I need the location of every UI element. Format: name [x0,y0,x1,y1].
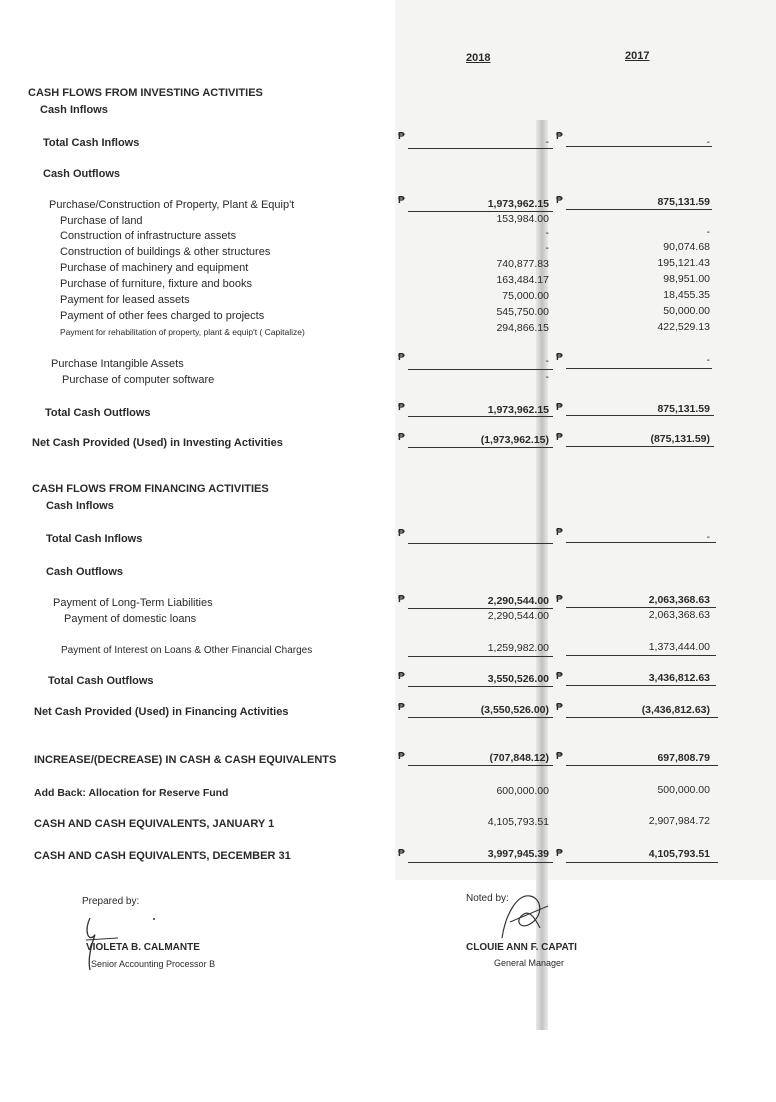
underline [408,416,553,417]
financing-net-2018: (3,550,526.00) [480,704,549,716]
financing-total-outflows-2018: 3,550,526.00 [487,673,549,685]
signature-clouie [490,884,560,944]
peso-sign: ₱ [398,848,405,859]
peso-sign: ₱ [398,432,405,443]
software-2018: - [545,371,549,383]
intangible-2017: - [706,354,710,366]
item-2018: 163,484.17 [496,274,549,286]
ppe-label: Purchase/Construction of Property, Plant & Equip't [49,199,295,211]
underline [408,765,553,766]
financing-net-label: Net Cash Provided (Used) in Financing Activities [34,706,289,718]
peso-sign: ₱ [556,352,563,363]
intangible-label: Purchase Intangible Assets [51,358,184,370]
dec31-2017: 4,105,793.51 [648,848,710,860]
investing-net-2017: (875,131.59) [650,433,710,445]
investing-title: CASH FLOWS FROM INVESTING ACTIVITIES [28,87,263,99]
underline [566,209,712,210]
peso-sign: ₱ [398,195,405,206]
investing-total-outflows-2017: 875,131.59 [657,403,710,415]
financing-total-inflows-2017: - [706,531,710,543]
underline [566,368,712,369]
noted-name: CLOUIE ANN F. CAPATI [466,942,577,953]
lt-liabilities-label: Payment of Long-Term Liabilities [53,597,213,609]
noted-title: General Manager [494,958,565,968]
prepared-title: Senior Accounting Processor B [91,959,216,969]
underline [408,862,553,863]
item-2018: - [545,242,549,254]
peso-sign: ₱ [556,432,563,443]
underline [408,608,553,609]
investing-inflows-label: Cash Inflows [40,104,108,116]
peso-sign: ₱ [556,751,563,762]
financing-outflows-label: Cash Outflows [46,566,124,578]
interest-2018: 1,259,982.00 [487,642,549,654]
investing-outflows-label: Cash Outflows [43,168,121,180]
peso-sign: ₱ [556,671,563,682]
peso-sign: ₱ [556,848,563,859]
investing-net-label: Net Cash Provided (Used) in Investing Activities [32,437,283,449]
peso-sign: ₱ [556,527,563,538]
underline [566,717,718,718]
item-2017: - [706,226,710,238]
underline [408,717,553,718]
peso-sign: ₱ [556,594,563,605]
ppe-2017: 875,131.59 [657,196,710,208]
item-label: Payment for rehabilitation of property, plant & equip't ( Capitalize) [60,327,305,337]
item-label: Construction of infrastructure assets [60,230,237,242]
item-2017: 90,074.68 [663,241,710,253]
ppe-2018: 1,973,962.15 [487,198,549,210]
peso-sign: ₱ [398,528,405,539]
peso-sign: ₱ [556,702,563,713]
financing-title: CASH FLOWS FROM FINANCING ACTIVITIES [32,483,269,495]
noted-by-label: Noted by: [466,893,509,904]
increase-2018: (707,848.12) [489,752,549,764]
prepared-by-label: Prepared by: [82,896,140,907]
increase-label: INCREASE/(DECREASE) IN CASH & CASH EQUIVALENTS [34,754,337,766]
item-2018: 294,866.15 [496,322,549,334]
item-2018: - [545,227,549,239]
peso-sign: ₱ [556,131,563,142]
item-label: Purchase of furniture, fixture and books [60,278,252,290]
peso-sign: ₱ [556,402,563,413]
domestic-loans-2018: 2,290,544.00 [487,610,549,622]
financing-net-2017: (3,436,812.63) [641,704,710,716]
investing-total-inflows-2017: - [706,136,710,148]
item-label: Purchase of land [60,215,143,227]
peso-sign: ₱ [398,131,405,142]
item-2017: 18,455.35 [663,289,710,301]
item-label: Purchase of machinery and equipment [60,262,249,274]
peso-sign: ₱ [398,402,405,413]
underline [566,542,716,543]
lt-liabilities-2017: 2,063,368.63 [648,594,710,606]
peso-sign: ₱ [398,751,405,762]
dec31-label: CASH AND CASH EQUIVALENTS, DECEMBER 31 [34,850,291,862]
increase-2017: 697,808.79 [657,752,710,764]
underline [566,655,716,656]
domestic-loans-label: Payment of domestic loans [64,613,197,625]
underline [408,369,553,370]
prepared-name: VIOLETA B. CALMANTE [86,942,200,953]
underline [566,685,716,686]
lt-liabilities-2018: 2,290,544.00 [487,595,549,607]
financing-total-inflows-label: Total Cash Inflows [46,533,143,545]
domestic-loans-2017: 2,063,368.63 [648,609,710,621]
peso-sign: ₱ [398,594,405,605]
peso-sign: ₱ [556,195,563,206]
underline [566,415,714,416]
underline [408,686,553,687]
item-label: Payment for leased assets [60,294,190,306]
underline [408,211,553,212]
item-2017: 422,529.13 [657,321,710,333]
underline [566,446,714,447]
underline [566,862,718,863]
addback-2018: 600,000.00 [496,785,549,797]
dec31-2018: 3,997,945.39 [487,848,549,860]
item-2018: 75,000.00 [502,290,549,302]
item-2017: 195,121.43 [657,257,710,269]
jan1-2018: 4,105,793.51 [487,816,549,828]
financing-total-outflows-label: Total Cash Outflows [48,675,154,687]
investing-total-outflows-2018: 1,973,962.15 [487,404,549,416]
addback-2017: 500,000.00 [657,784,710,796]
investing-total-outflows-label: Total Cash Outflows [45,407,151,419]
underline [408,447,553,448]
investing-total-inflows-2018: - [545,136,549,148]
scan-shade [395,0,776,880]
underline [566,765,718,766]
interest-2017: 1,373,444.00 [648,641,710,653]
investing-net-2018: (1,973,962.15) [480,434,549,446]
underline [408,148,553,149]
peso-sign: ₱ [398,352,405,363]
software-label: Purchase of computer software [62,374,215,386]
peso-sign: ₱ [398,671,405,682]
item-2018: 740,877.83 [496,258,549,270]
intangible-2018: - [545,355,549,367]
item-2017: 50,000.00 [663,305,710,317]
item-label: Construction of buildings & other structures [60,246,271,258]
peso-sign: ₱ [398,702,405,713]
item-2018: 545,750.00 [496,306,549,318]
jan1-2017: 2,907,984.72 [648,815,710,827]
item-2018: 153,984.00 [496,213,549,225]
underline [566,607,716,608]
jan1-label: CASH AND CASH EQUIVALENTS, JANUARY 1 [34,818,275,830]
underline [408,543,553,544]
item-2017: 98,951.00 [663,273,710,285]
investing-total-inflows-label: Total Cash Inflows [43,137,140,149]
underline [566,146,712,147]
year-2018-header: 2018 [466,52,491,64]
addback-label: Add Back: Allocation for Reserve Fund [34,787,229,799]
financing-total-outflows-2017: 3,436,812.63 [648,672,710,684]
underline [408,656,553,657]
interest-label: Payment of Interest on Loans & Other Financial Charges [61,645,313,656]
year-2017-header: 2017 [625,50,650,62]
item-label: Payment of other fees charged to projects [60,310,265,322]
financing-inflows-label: Cash Inflows [46,500,114,512]
